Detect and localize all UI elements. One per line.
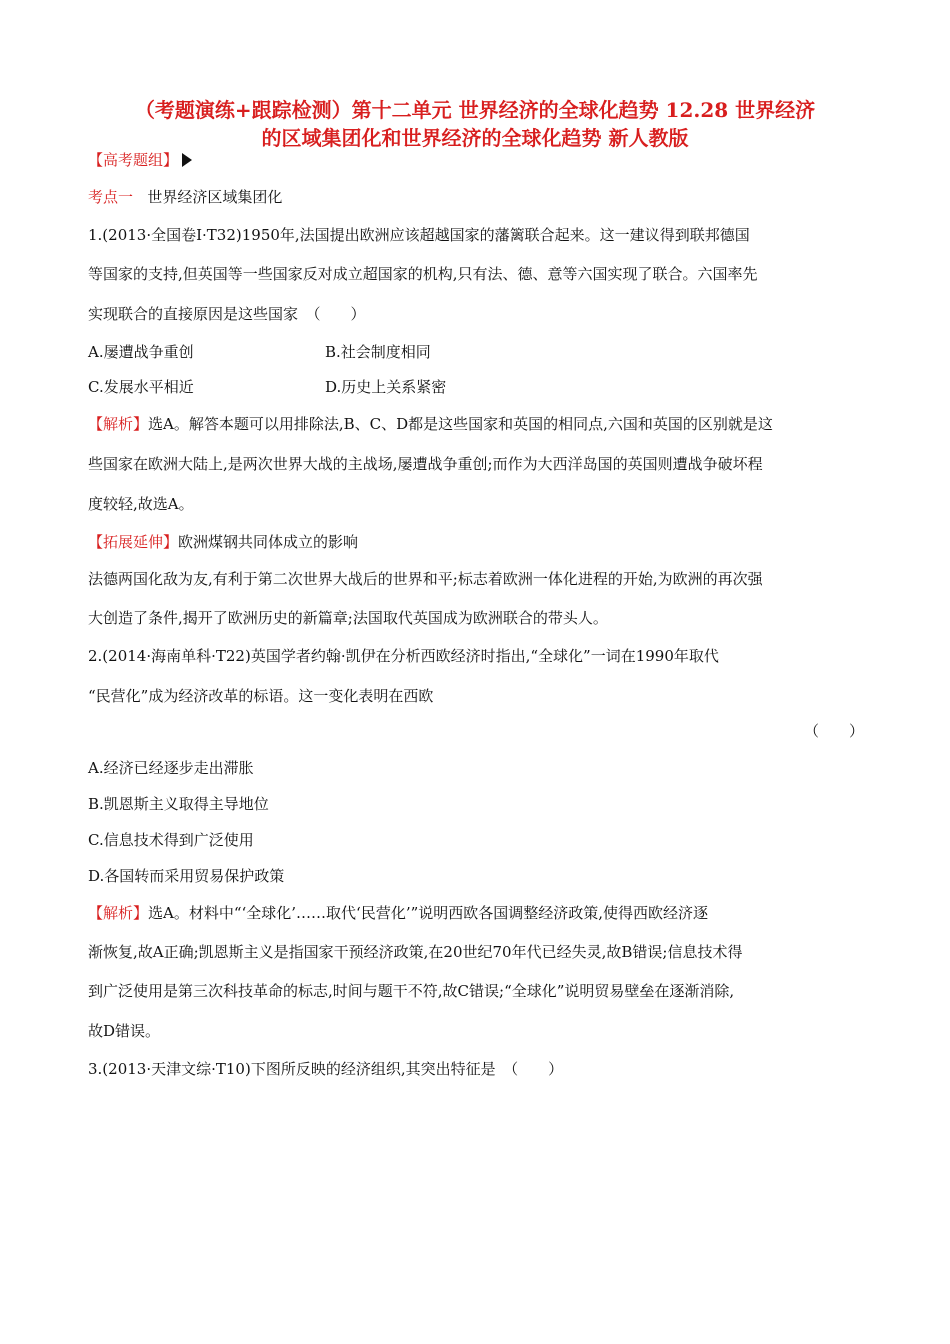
title-line-1: （考题演练+跟踪检测）第十二单元 世界经济的全球化趋势 12.28 世界经济 (134, 98, 816, 122)
q2-analysis-line: 渐恢复,故A正确;凯恩斯主义是指国家干预经济政策,在20世纪70年代已经失灵,故B错误;信息技术得 (88, 943, 743, 961)
q1-option-c: C.发展水平相近 (88, 378, 194, 396)
q1-stem-line: 等国家的支持,但英国等一些国家反对成立超国家的机构,只有法、德、意等六国实现了联合。六国率先 (88, 265, 758, 283)
q2-stem-line: “民营化”成为经济改革的标语。这一变化表明在西欧 (88, 687, 434, 705)
q1-extension-tag: 【拓展延伸】 (88, 533, 179, 551)
kaodian-topic: 世界经济区域集团化 (147, 188, 283, 206)
q2-analysis-tag: 【解析】 (88, 904, 149, 922)
q1-stem-line: 1.(2013·全国卷Ⅰ·T32)1950年,法国提出欧洲应该超越国家的藩篱联合起来。这一建议得到联邦德国 (88, 226, 750, 244)
q2-option-c: C.信息技术得到广泛使用 (88, 831, 254, 849)
q3-stem: 3.(2013·天津文综·T10)下图所反映的经济组织,其突出特征是 （ ） (88, 1060, 564, 1078)
q1-analysis-line: 些国家在欧洲大陆上,是两次世界大战的主战场,屡遭战争重创;而作为大西洋岛国的英国则遭战争破坏程 (88, 455, 763, 473)
section-header (88, 150, 864, 170)
q2-option-b: B.凯恩斯主义取得主导地位 (88, 795, 269, 813)
q2-analysis-line (88, 903, 864, 923)
q1-options-row (88, 342, 864, 362)
document-title (60, 96, 890, 152)
q2-analysis-line: 故D错误。 (88, 1022, 161, 1040)
q1-extension-line: 法德两国化敌为友,有利于第二次世界大战后的世界和平;标志着欧洲一体化进程的开始,为欧洲的再次强 (88, 570, 763, 588)
q1-extension-header (88, 532, 864, 552)
q1-extension-title: 欧洲煤钢共同体成立的影响 (178, 533, 359, 551)
q1-extension-line: 大创造了条件,揭开了欧洲历史的新篇章;法国取代英国成为欧洲联合的带头人。 (88, 609, 608, 627)
q2-analysis-line: 到广泛使用是第三次科技革命的标志,时间与题干不符,故C错误;“全球化”说明贸易壁垒在逐渐消除, (88, 982, 735, 1000)
q1-analysis-tag: 【解析】 (88, 415, 149, 433)
q1-options-row (88, 377, 864, 397)
play-arrow-icon (182, 153, 192, 167)
section-tag: 【高考题组】 (88, 151, 179, 169)
q1-analysis-line (88, 414, 864, 434)
q2-option-d: D.各国转而采用贸易保护政策 (88, 867, 285, 885)
q2-option-a: A.经济已经逐步走出滞胀 (88, 759, 254, 777)
kaodian-label: 考点一 (88, 188, 134, 206)
q1-option-a: A.屡遭战争重创 (88, 343, 194, 361)
q1-option-d: D.历史上关系紧密 (325, 378, 447, 396)
kaodian-heading (88, 187, 864, 207)
q1-analysis-line: 度较轻,故选A。 (88, 495, 194, 513)
q2-analysis-text: 选A。材料中“‘全球化’……取代‘民营化’”说明西欧各国调整经济政策,使得西欧经济逐 (148, 904, 709, 922)
title-line-2: 的区域集团化和世界经济的全球化趋势 新人教版 (261, 126, 689, 150)
q1-analysis-text: 选A。解答本题可以用排除法,B、C、D都是这些国家和英国的相同点,六国和英国的区别就是这 (148, 415, 773, 433)
q2-answer-bracket: （ ） (803, 722, 864, 740)
q1-option-b: B.社会制度相同 (325, 343, 431, 361)
q2-stem-line: 2.(2014·海南单科·T22)英国学者约翰·凯伊在分析西欧经济时指出,“全球化”一词在1990年取代 (88, 647, 719, 665)
q1-stem-line: 实现联合的直接原因是这些国家 （ ） (88, 305, 366, 323)
